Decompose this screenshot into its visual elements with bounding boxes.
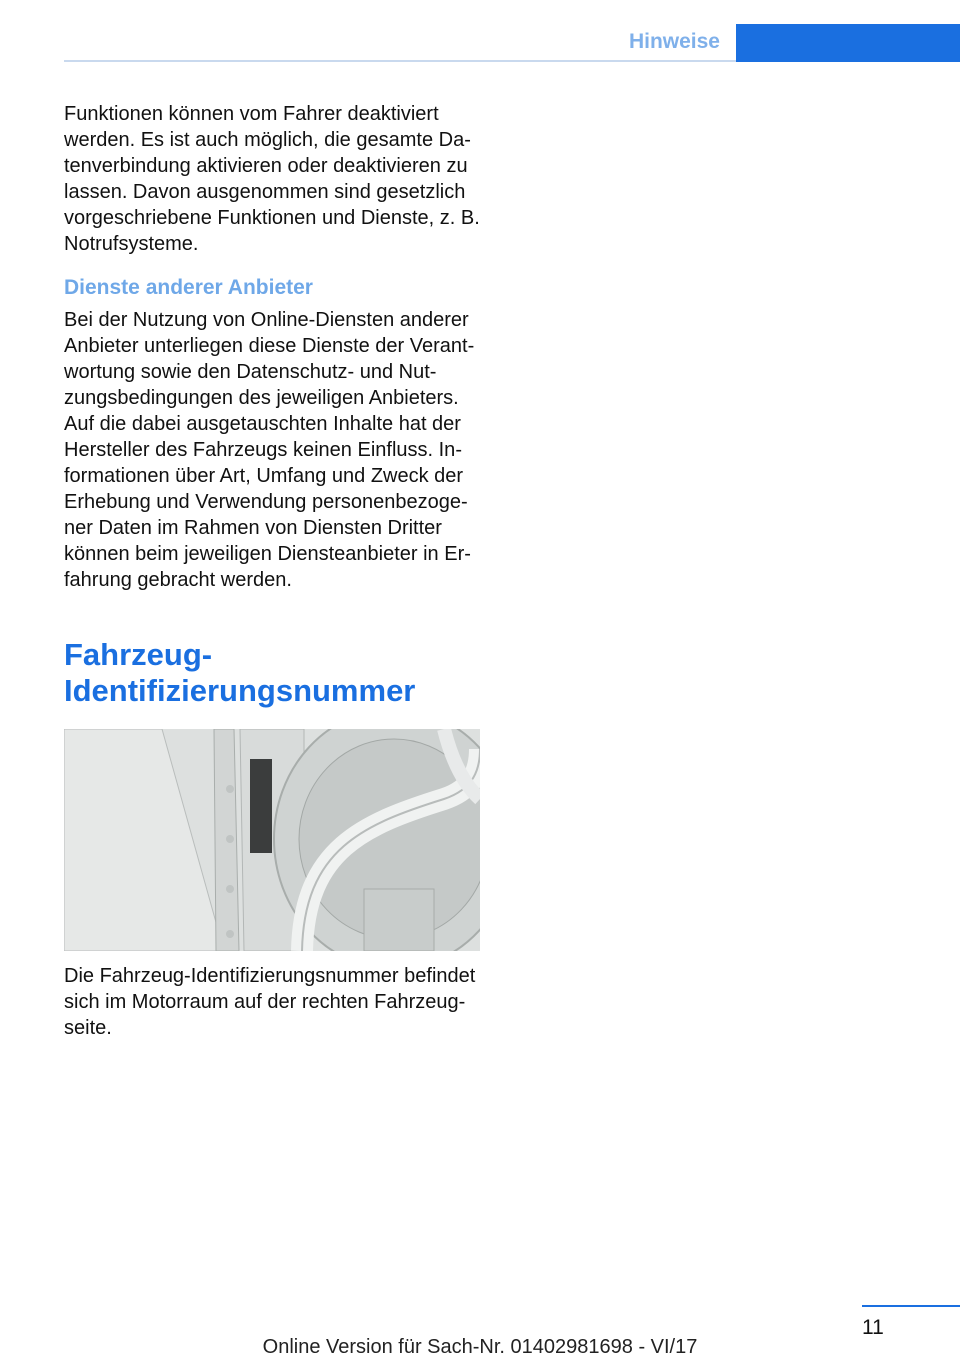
footer-rule xyxy=(862,1305,960,1307)
section-label: Hinweise xyxy=(628,30,720,53)
engine-bay-illustration xyxy=(64,729,480,951)
third-party-paragraph: Bei der Nutzung von Online-Diensten anderer Anbieter unterliegen diese Dienste der Verantwortung sowie den Datenschutz- und Nutzungsbedingungen des jeweiligen Anbieters. Auf die dabei ausgetauschten Inhalte hat der Hersteller des Fahrzeugs keinen Einfluss. Informationen über Art, Umfang und Zweck der Erhebung und Verwendung personenbezogener Daten im Rahmen von Diensten Dritter können beim jeweiligen Diensteanbieter in Erfahrung gebracht werden. xyxy=(64,309,475,591)
engine-bay-drawing xyxy=(64,729,480,951)
header-rule xyxy=(64,60,736,62)
page-content xyxy=(64,101,482,1041)
header-tab xyxy=(736,24,960,62)
section-title xyxy=(64,637,482,709)
page-number: 11 xyxy=(862,1316,884,1339)
figure-caption: Die Fahrzeug-Identifizierungsnummer befindet sich im Motorraum auf der rechten Fahrzeugseite. xyxy=(64,965,476,1039)
section-title-line1: Fahrzeug- xyxy=(64,637,213,672)
intro-paragraph: Funktionen können vom Fahrer deaktiviert werden. Es ist auch möglich, die gesamte Datenverbindung aktivieren oder deaktivieren zu lassen. Davon ausgenommen sind gesetzlich vorgeschriebene Funktionen und Dienste, z. B. Notrufsysteme. xyxy=(64,103,480,255)
subheading-third-party: Dienste anderer Anbieter xyxy=(64,276,313,299)
section-title-line2: Identifizierungsnummer xyxy=(64,673,416,708)
online-version-footer: Online Version für Sach-Nr. 01402981698 - VI/17 xyxy=(262,1336,698,1358)
